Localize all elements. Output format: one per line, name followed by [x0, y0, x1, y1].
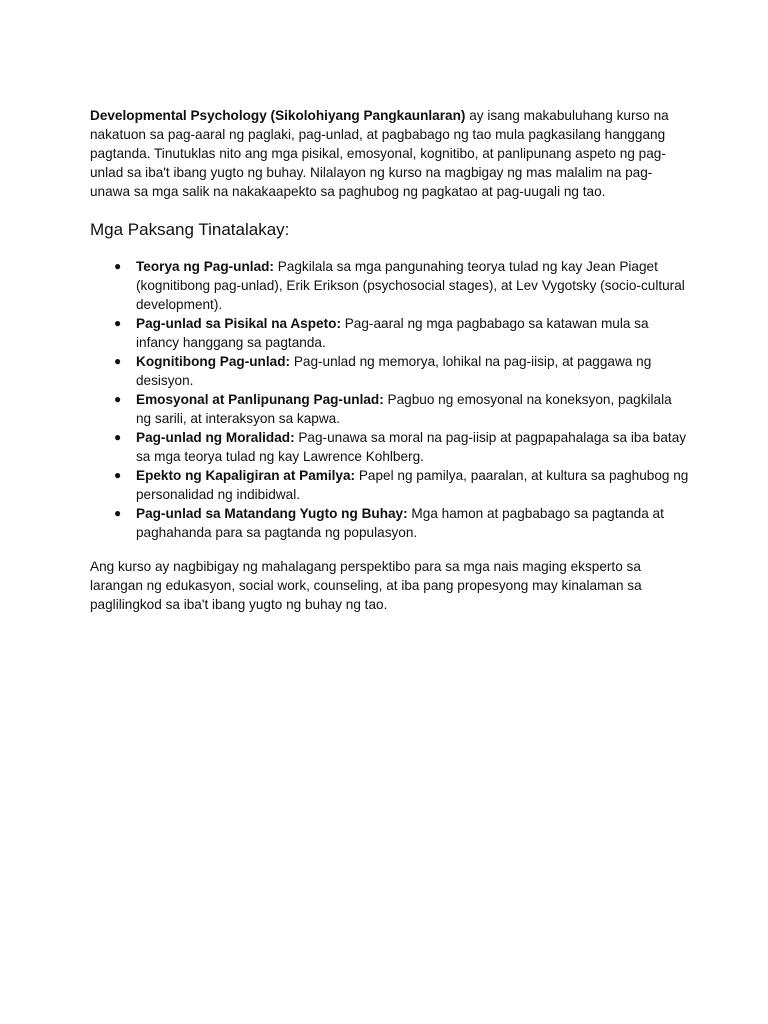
bullet-icon: ● [114, 259, 122, 273]
bullet-icon: ● [114, 506, 122, 520]
intro-bold-lead: Developmental Psychology (Sikolohiyang Pangkaunlaran) [90, 108, 466, 123]
closing-paragraph: Ang kurso ay nagbibigay ng mahalagang perspektibo para sa mga nais maging eksperto sa larangan ng edukasyon, social work, counseling, at iba pang propesyong may kinalaman sa paglilingkod sa iba't ibang yugto ng buhay ng tao. [90, 559, 642, 612]
list-item [90, 428, 690, 466]
intro-text: ay isang makabuluhang kurso na nakatuon sa pag-aaral ng paglaki, pag-unlad, at pagbabago ng tao mula pagkasilang hanggang pagtanda. Tinutuklas nito ang mga pisikal, emosyonal, kognitibo, at panlipunang aspeto ng pag-unlad sa iba't ibang yugto ng buhay. Nilalayon ng kurso na magbigay ng mas malalim na pag-unawa sa mga salik na nakakaapekto sa paghubog ng pagkatao at pag-uugali ng tao. [90, 108, 669, 199]
topic-text: Pagbuo ng emosyonal na koneksyon, pagkilala ng sarili, at interaksyon sa kapwa. [136, 392, 672, 426]
intro-paragraph [90, 106, 690, 201]
topic-text: Papel ng pamilya, paaralan, at kultura sa paghubog ng personalidad ng indibidwal. [136, 468, 689, 502]
bullet-icon: ● [114, 430, 122, 444]
topic-text: Pag-unawa sa moral na pag-iisip at pagpapahalaga sa iba batay sa mga teorya tulad ng kay Lawrence Kohlberg. [136, 430, 687, 464]
topic-title: Emosyonal at Panlipunang Pag-unlad: [136, 392, 384, 407]
topic-text: Pag-aaral ng mga pagbabago sa katawan mula sa infancy hanggang sa pagtanda. [136, 316, 649, 350]
topic-title: Teorya ng Pag-unlad: [136, 259, 274, 274]
list-item [90, 390, 690, 428]
topic-title: Epekto ng Kapaligiran at Pamilya: [136, 468, 356, 483]
topic-title: Pag-unlad ng Moralidad: [136, 430, 295, 445]
topic-title: Kognitibong Pag-unlad: [136, 354, 291, 369]
topic-title: Pag-unlad sa Matandang Yugto ng Buhay: [136, 506, 408, 521]
bullet-icon: ● [114, 354, 122, 368]
list-item [90, 314, 690, 352]
list-item [90, 257, 690, 314]
topic-title: Pag-unlad sa Pisikal na Aspeto: [136, 316, 341, 331]
section-heading: Mga Paksang Tinatalakay: [90, 220, 290, 239]
topic-text: Mga hamon at pagbabago sa pagtanda at paghahanda para sa pagtanda ng populasyon. [136, 506, 664, 540]
list-item [90, 352, 690, 390]
list-item [90, 466, 690, 504]
bullet-icon: ● [114, 316, 122, 330]
topic-text: Pagkilala sa mga pangunahing teorya tulad ng kay Jean Piaget (kognitibong pag-unlad), Erik Erikson (psychosocial stages), at Lev Vygotsky (socio-cultural development). [136, 259, 685, 312]
bullet-icon: ● [114, 392, 122, 406]
topic-text: Pag-unlad ng memorya, lohikal na pag-iisip, at paggawa ng desisyon. [136, 354, 652, 388]
bullet-icon: ● [114, 468, 122, 482]
document-page [90, 106, 690, 614]
topic-list [90, 257, 690, 542]
list-item [90, 504, 690, 542]
